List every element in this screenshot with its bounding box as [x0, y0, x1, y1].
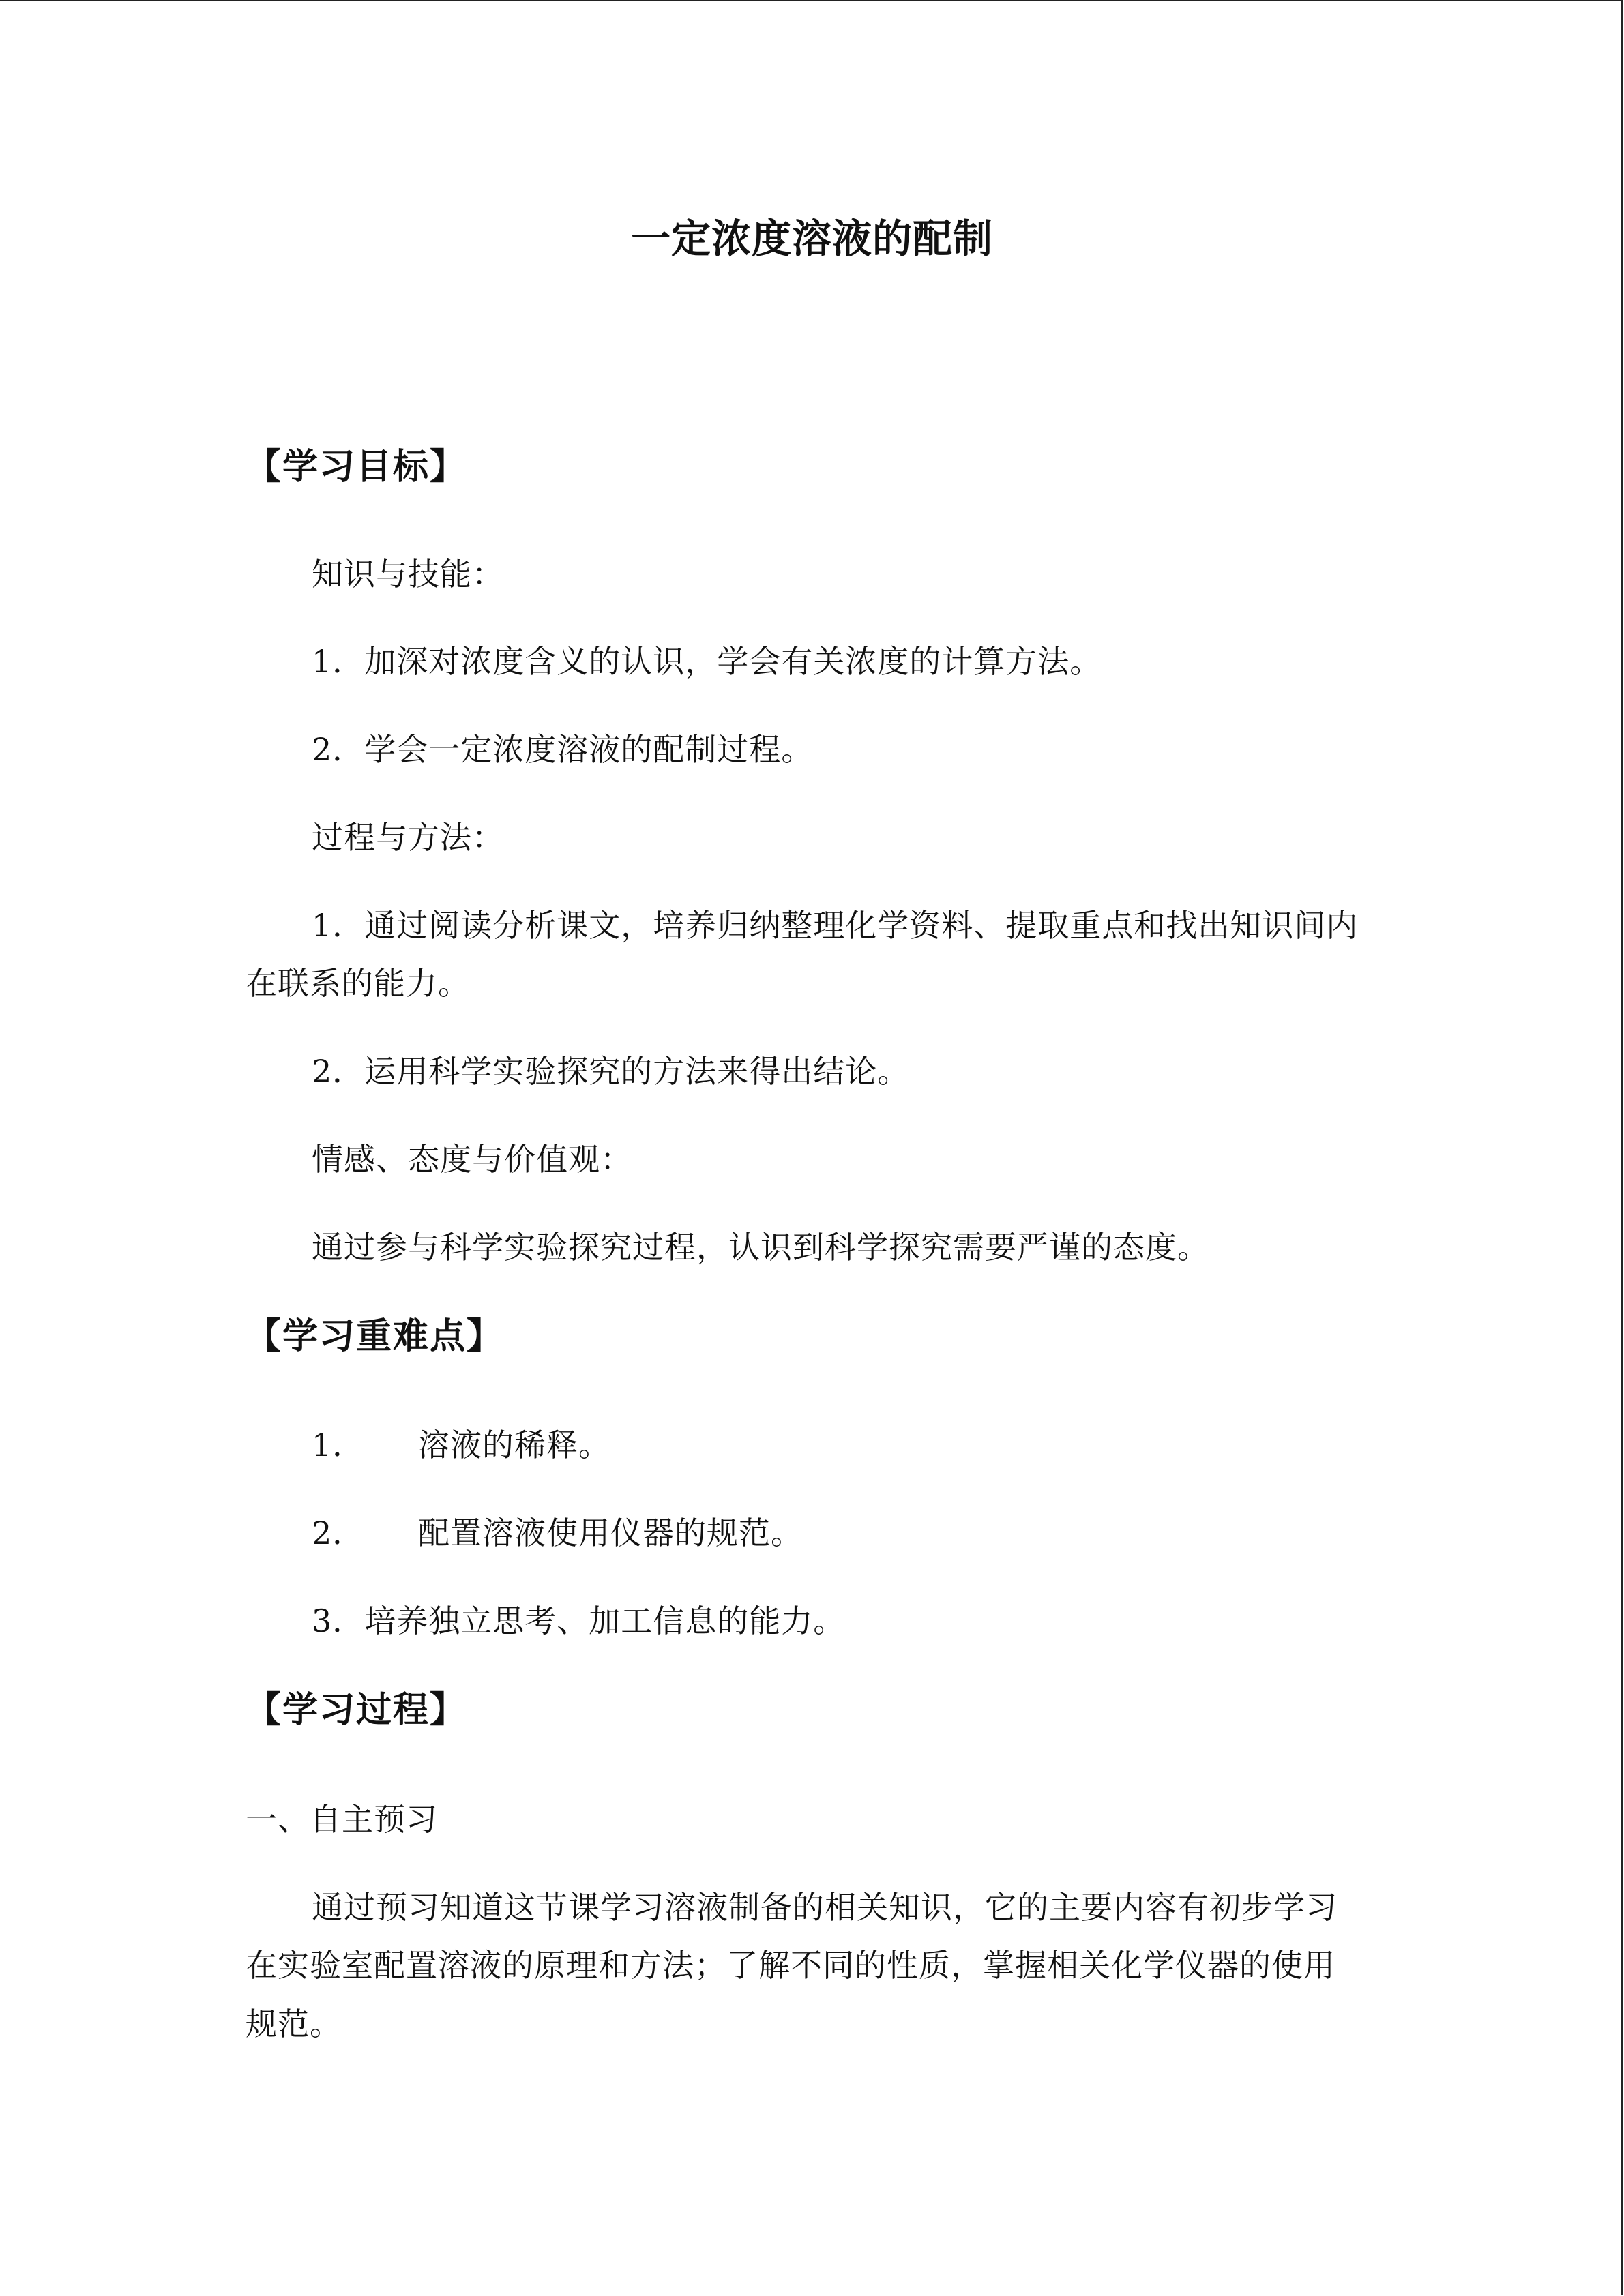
subsection-heading-self-study: 一、自主预习: [246, 1801, 438, 1838]
key-point-number: 1．: [312, 1427, 365, 1463]
process-item-1-line-1: 1．通过阅读分析课文，培养归纳整理化学资料、提取重点和找出知识间内: [312, 907, 1359, 944]
process-item-2: 2．运用科学实验探究的方法来得出结论。: [312, 1053, 910, 1090]
section-heading-process: 【学习过程】: [246, 1690, 467, 1731]
process-item-1-line-2: 在联系的能力。: [246, 965, 470, 1002]
key-point-text: 配置溶液使用仪器的规范。: [418, 1515, 803, 1551]
knowledge-label: 知识与技能：: [312, 556, 504, 593]
knowledge-item-2: 2．学会一定浓度溶液的配制过程。: [312, 731, 814, 768]
attitude-text: 通过参与科学实验探究过程，认识到科学探究需要严谨的态度。: [312, 1229, 1209, 1266]
key-point-item-1: [312, 1425, 610, 1465]
document-title: 一定浓度溶液的配制: [630, 215, 993, 262]
key-point-item-2: [312, 1512, 803, 1553]
self-study-paragraph-line-1: 通过预习知道这节课学习溶液制备的相关知识，它的主要内容有初步学习: [312, 1889, 1338, 1926]
section-heading-objectives: 【学习目标】: [246, 447, 467, 488]
key-point-text: 溶液的稀释。: [418, 1427, 610, 1463]
process-label: 过程与方法：: [312, 819, 504, 856]
knowledge-item-1: 1．加深对浓度含义的认识，学会有关浓度的计算方法。: [312, 643, 1102, 680]
attitude-label: 情感、态度与价值观：: [312, 1141, 632, 1178]
section-heading-key-points: 【学习重难点】: [246, 1316, 504, 1357]
key-point-number: 2．: [312, 1515, 365, 1551]
self-study-paragraph-line-3: 规范。: [246, 2006, 342, 2042]
self-study-paragraph-line-2: 在实验室配置溶液的原理和方法；了解不同的性质，掌握相关化学仪器的使用: [246, 1947, 1335, 1984]
key-point-item-3: 3．培养独立思考、加工信息的能力。: [312, 1602, 846, 1639]
